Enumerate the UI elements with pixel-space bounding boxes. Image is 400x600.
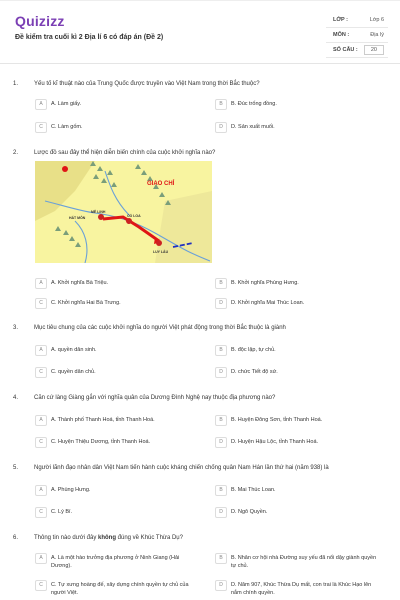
option-text: C. Khởi nghĩa Hai Bà Trưng.	[51, 300, 121, 306]
option-text: B. Đúc trống đồng.	[231, 101, 277, 107]
option-letter: B	[215, 99, 227, 110]
option-letter: D	[215, 580, 227, 591]
meta-count-value: 20	[364, 45, 384, 55]
option-letter: B	[215, 345, 227, 356]
option-text: C. Tự xưng hoàng đế, xây dựng chính quyền tự chủ của người Việt.	[51, 582, 189, 596]
question-number: 6.	[13, 535, 19, 541]
map-label: HÁT MÔN	[69, 216, 86, 220]
option-letter: D	[215, 507, 227, 518]
meta-count-label: SỐ CÂU :	[333, 47, 358, 53]
question-text: Yếu tố kĩ thuật nào của Trung Quốc được truyền vào Việt Nam trong thời Bắc thuộc?	[34, 81, 260, 87]
question-text-emphasis: không	[98, 535, 116, 541]
option-text: B. độc lập, tự chủ.	[231, 347, 276, 353]
city-marker	[126, 218, 132, 224]
option-letter: C	[35, 298, 47, 309]
city-marker	[156, 240, 162, 246]
map-label: LUY LÂU	[153, 250, 169, 254]
question-text: Lược đồ sau đây thể hiện diễn biến chính của cuộc khởi nghĩa nào?	[34, 150, 216, 156]
option-letter: C	[35, 367, 47, 378]
option-letter: A	[35, 485, 47, 496]
map-label: GIAO CHỈ	[147, 181, 175, 187]
question-text-before: Thông tin nào dưới đây	[34, 535, 98, 541]
battle-map	[35, 161, 212, 263]
option-letter: A	[35, 415, 47, 426]
option-text: D. Năm 907, Khúc Thừa Dụ mất, con trai là Khúc Hạo lên nắm chính quyền.	[231, 582, 372, 596]
option-letter: D	[215, 367, 227, 378]
option-letter: C	[35, 580, 47, 591]
option-text: D. Khởi nghĩa Mai Thúc Loan.	[231, 300, 305, 306]
question-number: 5.	[13, 465, 19, 471]
option-text: C. Lý Bí.	[51, 509, 73, 515]
option-text: A. Thành phố Thanh Hoá, tỉnh Thanh Hoá.	[51, 417, 155, 423]
question-text-after: đúng về Khúc Thừa Dụ?	[116, 535, 183, 541]
option-text: C. quyền dân chủ.	[51, 369, 96, 375]
option-letter: C	[35, 437, 47, 448]
option-text: B. Mai Thúc Loan.	[231, 487, 276, 493]
option-text: A. Là một hào trưởng địa phương ở Ninh Giang (Hải Dương).	[51, 555, 180, 569]
meta-class	[326, 13, 388, 28]
option-text: C. Làm gốm.	[51, 124, 83, 130]
city-marker	[98, 214, 104, 220]
meta-subject-label: MÔN :	[333, 32, 350, 38]
option-text: B. Nhân cơ hội nhà Đường suy yếu đã nổi dậy giành quyền tự chủ.	[231, 555, 377, 569]
option-letter: D	[215, 122, 227, 133]
meta-subject-value: Địa lý	[370, 32, 384, 38]
question-text: Căn cứ làng Giàng gắn với nghĩa quân của Dương Đình Nghệ nay thuộc địa phương nào?	[34, 395, 276, 401]
option-text: D. Sản xuất muối.	[231, 124, 275, 130]
quizizz-logo[interactable]: Quizizz	[15, 13, 65, 29]
option-letter: B	[215, 485, 227, 496]
meta-count	[326, 43, 388, 58]
option-letter: A	[35, 278, 47, 289]
option-text: B. Khởi nghĩa Phùng Hưng.	[231, 280, 299, 286]
option-letter: C	[35, 507, 47, 518]
star-marker	[62, 166, 68, 172]
map-label: CỔ LOA	[127, 214, 141, 218]
option-letter: B	[215, 553, 227, 564]
question-number: 2.	[13, 150, 19, 156]
option-letter: D	[215, 298, 227, 309]
option-letter: B	[215, 415, 227, 426]
option-text: A. Khởi nghĩa Bà Triệu.	[51, 280, 109, 286]
option-text: A. quyền dân sinh.	[51, 347, 97, 353]
question-text: Mục tiêu chung của các cuộc khởi nghĩa do người Việt phát động trong thời Bắc thuộc là giành	[34, 325, 286, 331]
option-letter: A	[35, 345, 47, 356]
question-text	[34, 535, 379, 541]
option-letter: A	[35, 553, 47, 564]
option-text: D. Huyện Hậu Lộc, tỉnh Thanh Hoá.	[231, 439, 319, 445]
option-text: C. Huyện Thiệu Dương, tỉnh Thanh Hoá.	[51, 439, 151, 445]
option-text: A. Phùng Hưng.	[51, 487, 91, 493]
page-title: Đề kiểm tra cuối kì 2 Địa lí 6 có đáp án (Đề 2)	[15, 34, 164, 41]
meta-class-label: LỚP :	[333, 17, 348, 23]
question-number: 4.	[13, 395, 19, 401]
map-label: MÊ LINH	[91, 210, 106, 214]
option-letter: C	[35, 122, 47, 133]
option-letter: D	[215, 437, 227, 448]
option-text: D. chức Tiết độ sứ.	[231, 369, 278, 375]
option-letter: B	[215, 278, 227, 289]
question-number: 1.	[13, 81, 19, 87]
meta-subject	[326, 28, 388, 43]
option-letter: A	[35, 99, 47, 110]
page-header	[0, 1, 400, 64]
question-text: Người lãnh đạo nhân dân Việt Nam tiến hành cuộc kháng chiến chống quân Nam Hán lần thứ hai (năm 938) là	[34, 465, 329, 471]
meta-class-value: Lớp 6	[369, 17, 384, 23]
quiz-meta	[326, 13, 388, 58]
option-text: A. Làm giấy.	[51, 101, 82, 107]
question-number: 3.	[13, 325, 19, 331]
option-text: D. Ngô Quyền.	[231, 509, 268, 515]
option-text: B. Huyện Đông Sơn, tỉnh Thanh Hoá.	[231, 417, 323, 423]
